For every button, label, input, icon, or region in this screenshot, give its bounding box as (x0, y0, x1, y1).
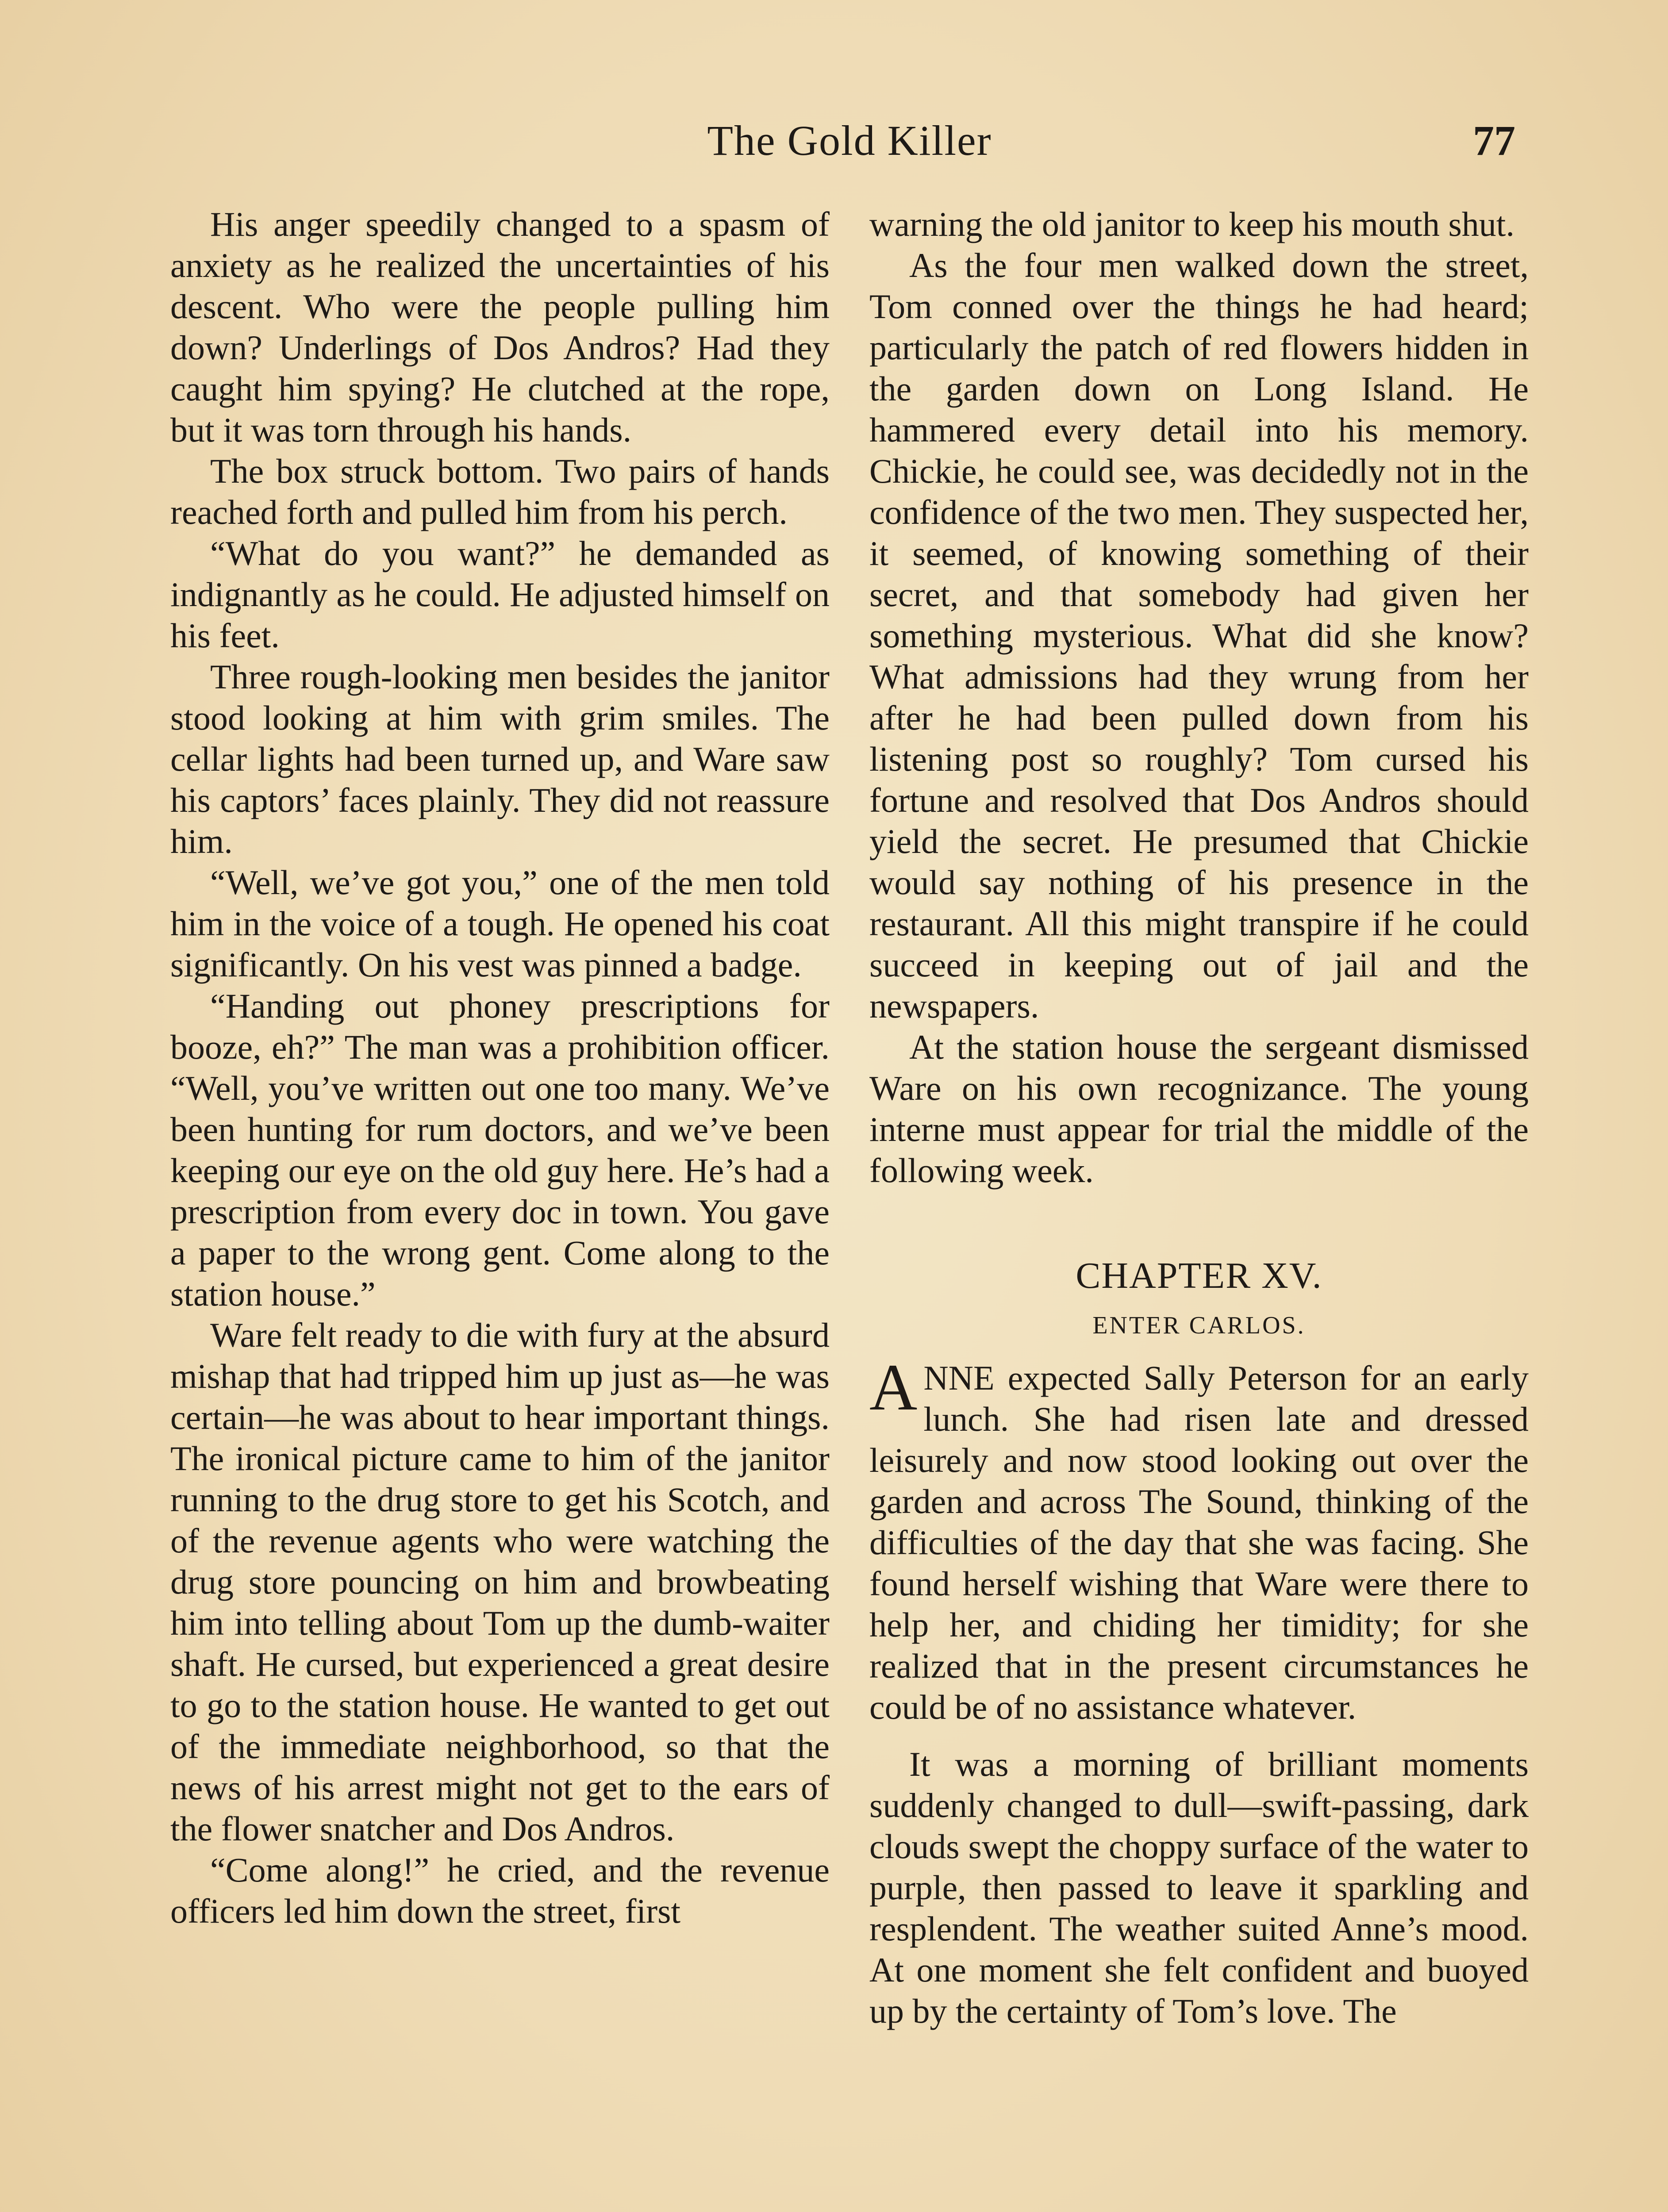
paragraph: “Come along!” he cried, and the revenue officers led him down the street, first (170, 1851, 830, 1930)
paragraph: “Handing out phoney prescriptions for booze, eh?” The man was a prohibition officer. “Well, you’ve written out one too many. We’ve been hunting for rum doctors, and we’ve been keeping our eye on the old guy here. He’s had a prescription from every doc in town. You gave a paper to the wrong gent. Come along to the station house.” (170, 987, 830, 1313)
chapter-subtitle: ENTER CARLOS. (1092, 1312, 1306, 1339)
paragraph: As the four men walked down the street, Tom conned over the things he had heard; particularly the patch of red flowers hidden in the garden down on Long Island. He hammered every detail into his memory. Chickie, he could see, was decidedly not in the confidence of the two men. They suspected her, it seemed, of knowing something of their secret, and that somebody had given her something mysterious. What did she know? What admissions had they wrung from her after he had been pulled down from his listening post so roughly? Tom cursed his fortune and resolved that Dos Andros should yield the secret. He presumed that Chickie would say nothing of his presence in the restaurant. All this might transpire if he could succeed in keeping out of jail and the newspapers. (869, 246, 1529, 1025)
right-text-column (869, 204, 1529, 2032)
opening-paragraph-text: expected Sally Peterson for an early lunch. She had risen late and dressed leisurely and now stood looking out over the garden and across The Sound, thinking of the difficulties of the day that she was facing. She found herself wishing that Ware were there to help her, and chiding her timidity; for she realized that in the present circumstances he could be of no assistance whatever. (869, 1359, 1529, 1726)
paragraph: His anger speedily changed to a spasm of anxiety as he realized the uncertainties of his descent. Who were the people pulling him down? Underlings of Dos Andros? Had they caught him spying? He clutched at the rope, but it was torn through his hands. (170, 205, 830, 449)
paragraph: At the station house the sergeant dismissed Ware on his own recognizance. The young interne must appear for trial the middle of the following week. (869, 1028, 1529, 1190)
paragraph: Ware felt ready to die with fury at the absurd mishap that had tripped him up just as—he was certain—he was about to hear important things. The ironical picture came to him of the janitor running to the drug store to get his Scotch, and of the revenue agents who were watching the drug store pouncing on him and browbeating him into telling about Tom up the dumb-waiter shaft. He cursed, but experienced a great desire to go to the station house. He wanted to get out of the immediate neighborhood, so that the news of his arrest might not get to the ears of the flower snatcher and Dos Andros. (170, 1316, 830, 1848)
drop-cap-smallcaps: NNE (923, 1359, 995, 1397)
page-number: 77 (1473, 117, 1515, 164)
paragraph: The box struck bottom. Two pairs of hands reached forth and pulled him from his perch. (170, 452, 830, 531)
paragraph: “Well, we’ve got you,” one of the men told him in the voice of a tough. He opened his coat significantly. On his vest was pinned a badge. (170, 863, 830, 984)
drop-cap: A (869, 1351, 918, 1424)
chapter-opening-paragraph (869, 1351, 1529, 1728)
running-header-title: The Gold Killer (707, 117, 992, 164)
paragraph: It was a morning of brilliant moments suddenly changed to dull—swift-passing, dark clouds swept the choppy surface of the water to purple, then passed to leave it sparkling and resplendent. The weather suited Anne’s mood. At one moment she felt confident and buoyed up by the certainty of Tom’s love. The (869, 1745, 1529, 2030)
left-text-column (170, 204, 830, 1932)
paragraph: “What do you want?” he demanded as indignantly as he could. He adjusted himself on his feet. (170, 534, 830, 655)
paragraph-continuation: warning the old janitor to keep his mouth shut. (869, 205, 1514, 243)
chapter-heading: CHAPTER XV. (1076, 1255, 1322, 1296)
paragraph: Three rough-looking men besides the janitor stood looking at him with grim smiles. The cellar lights had been turned up, and Ware saw his captors’ faces plainly. They did not reassure him. (170, 657, 830, 860)
